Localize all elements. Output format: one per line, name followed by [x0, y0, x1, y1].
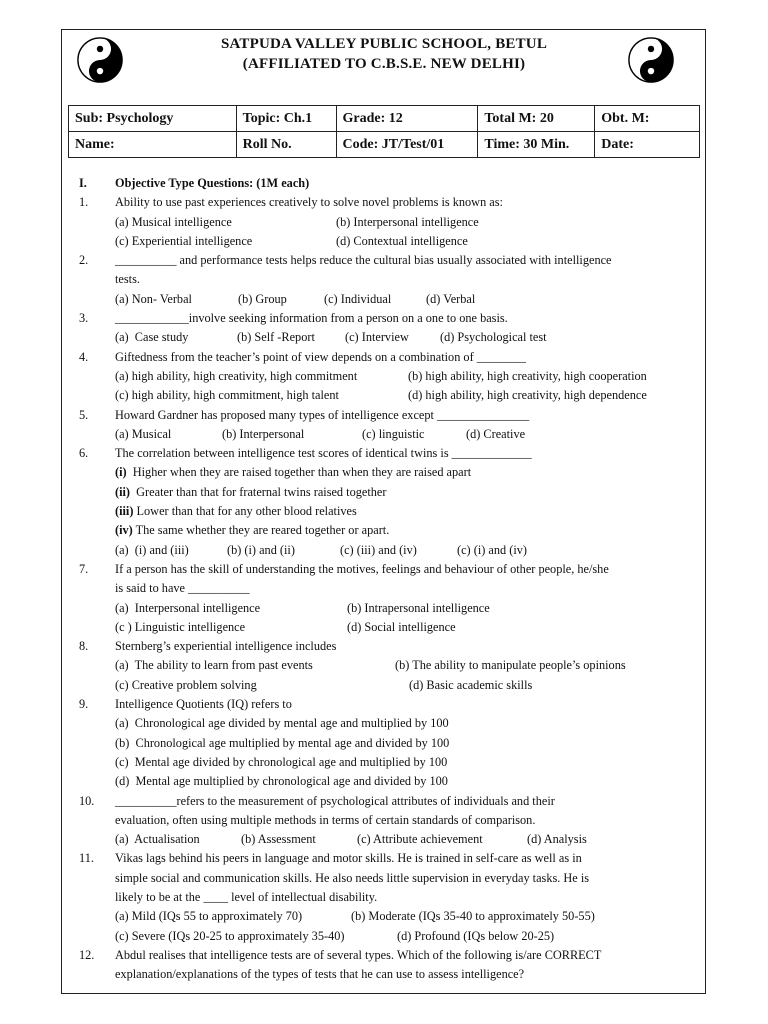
- option-d: (d) Analysis: [527, 832, 587, 847]
- option-d: (d) Contextual intelligence: [336, 233, 468, 248]
- option-a: (a) (i) and (iii): [115, 542, 189, 557]
- question-number: 3.: [79, 311, 89, 326]
- question-text: Giftedness from the teacher’s point of view depends on a combination of ________: [115, 349, 526, 364]
- option-a: (a) Musical intelligence: [115, 214, 232, 229]
- question-number: 6.: [79, 446, 89, 461]
- options-row: [79, 656, 691, 675]
- school-affiliation: (AFFILIATED TO C.B.S.E. NEW DELHI): [242, 56, 526, 72]
- yin-yang-logo-left: [77, 37, 123, 83]
- question-number: 11.: [79, 851, 94, 866]
- question-number: 7.: [79, 561, 89, 576]
- options-row: [79, 830, 691, 849]
- question-number: 1.: [79, 195, 89, 210]
- option-c: (c) Experiential intelligence: [115, 233, 253, 248]
- statement-label: (i): [115, 465, 127, 480]
- question-list: [79, 174, 691, 984]
- question-number: 9.: [79, 697, 89, 712]
- section-title: Objective Type Questions: (1M each): [115, 176, 310, 190]
- question-text-continued: simple social and communication skills. He also needs little supervision in everyday tasks. He is: [115, 870, 590, 885]
- options-row: [79, 232, 691, 251]
- option-a: (a) high ability, high creativity, high commitment: [115, 368, 358, 383]
- option-b: (b) Intrapersonal intelligence: [347, 600, 490, 615]
- option-d: (d) Basic academic skills: [409, 677, 533, 692]
- option-c: (c) Severe (IQs 20-25 to approximately 35-40): [115, 928, 345, 943]
- code-cell: Code: JT/Test/01: [336, 132, 478, 158]
- option-a: (a) Mild (IQs 55 to approximately 70): [115, 909, 303, 924]
- option-c: (c) linguistic: [362, 426, 425, 441]
- option-d: (d) Creative: [466, 426, 526, 441]
- statement-text: Greater than that for fraternal twins raised together: [130, 484, 387, 499]
- question-5: [79, 406, 691, 425]
- options-row: [79, 927, 691, 946]
- question-1: [79, 193, 691, 212]
- options-row: [79, 676, 691, 695]
- statement-text: Higher when they are raised together than when they are raised apart: [126, 465, 472, 480]
- option-c: (c) high ability, high commitment, high talent: [115, 388, 339, 403]
- question-number: 2.: [79, 253, 89, 268]
- option-a: (a) The ability to learn from past events: [115, 658, 313, 673]
- question-text: If a person has the skill of understanding the motives, feelings and behaviour of other people, he/she: [115, 561, 609, 576]
- option-a: (a) Interpersonal intelligence: [115, 600, 261, 615]
- options-row: [79, 618, 691, 637]
- question-text: Intelligence Quotients (IQ) refers to: [115, 697, 292, 712]
- question-text: __________ and performance tests helps reduce the cultural bias usually associated with intelligence: [115, 253, 612, 268]
- options-row: [79, 386, 691, 405]
- question-11: [79, 849, 691, 868]
- section-heading: [79, 174, 691, 193]
- options-row: [79, 290, 691, 309]
- obtained-marks-cell: Obt. M:: [595, 106, 700, 132]
- question-number: 4.: [79, 349, 89, 364]
- total-marks-cell: Total M: 20: [478, 106, 595, 132]
- option-c: (c) Interview: [345, 330, 409, 345]
- subject-cell: Sub: Psychology: [69, 106, 237, 132]
- question-2: [79, 251, 691, 270]
- question-text-continued: is said to have __________: [115, 581, 250, 596]
- header-row: [69, 132, 700, 158]
- question-number: 8.: [79, 639, 89, 654]
- option-c: (c) Attribute achievement: [357, 832, 483, 847]
- question-text-continued: explanation/explanations of the types of tests that he can use to assess intelligence?: [115, 967, 525, 982]
- option-d: (d) Psychological test: [440, 330, 547, 345]
- option-d: (d) high ability, high creativity, high dependence: [408, 388, 647, 403]
- grade-cell: Grade: 12: [336, 106, 478, 132]
- question-4: [79, 348, 691, 367]
- question-number: 10.: [79, 793, 95, 808]
- question-number: 12.: [79, 947, 95, 962]
- question-text: Abdul realises that intelligence tests are of several types. Which of the following is/are CORRECT: [115, 947, 602, 962]
- option-c: (c) Individual: [324, 291, 392, 306]
- options-row: [79, 599, 691, 618]
- header-table: [68, 105, 700, 158]
- question-text: ____________involve seeking information from a person on a one to one basis.: [115, 311, 508, 326]
- statement-label: (iii): [115, 504, 134, 519]
- question-9: [79, 695, 691, 714]
- option-c: (c) Creative problem solving: [115, 677, 257, 692]
- question-text: The correlation between intelligence test scores of identical twins is _____________: [115, 446, 532, 461]
- question-number: 5.: [79, 407, 89, 422]
- option-b: (b) Interpersonal intelligence: [336, 214, 479, 229]
- options-row: [79, 541, 691, 560]
- question-text-continued: tests.: [115, 272, 140, 287]
- option-d: (d) Verbal: [426, 291, 476, 306]
- statement-i: [79, 463, 691, 482]
- option-b: (b) Assessment: [241, 832, 316, 847]
- option-b: (b) high ability, high creativity, high cooperation: [408, 368, 647, 383]
- question-text: Howard Gardner has proposed many types of intelligence except _______________: [115, 407, 530, 422]
- statement-label: (ii): [115, 484, 131, 499]
- option-c: (c ) Linguistic intelligence: [115, 619, 246, 634]
- option-b: (b) Group: [238, 291, 287, 306]
- question-3: [79, 309, 691, 328]
- name-cell: Name:: [69, 132, 237, 158]
- option-a: (a) Case study: [115, 330, 189, 345]
- option-b: (b) (i) and (ii): [227, 542, 295, 557]
- statement-text: The same whether they are reared together or apart.: [132, 523, 390, 538]
- options-row: [79, 425, 691, 444]
- option-d: (d) Mental age multiplied by chronological age and divided by 100: [115, 774, 448, 789]
- option-b: (b) Interpersonal: [222, 426, 305, 441]
- question-8: [79, 637, 691, 656]
- question-6: [79, 444, 691, 463]
- option-d: (d) Profound (IQs below 20-25): [397, 928, 555, 943]
- option-a: (a) Chronological age divided by mental age and multiplied by 100: [115, 716, 449, 731]
- option-d: (c) (i) and (iv): [457, 542, 527, 557]
- statement-text: Lower than that for any other blood relatives: [133, 504, 357, 519]
- yin-yang-logo-right: [628, 37, 674, 83]
- section-number: I.: [79, 176, 87, 190]
- question-text: Vikas lags behind his peers in language and motor skills. He is trained in self-care as well as in: [115, 851, 582, 866]
- option-b: (b) Chronological age multiplied by mental age and divided by 100: [115, 735, 450, 750]
- question-12: [79, 946, 691, 965]
- option-d: (d) Social intelligence: [347, 619, 456, 634]
- option-a: (a) Musical: [115, 426, 172, 441]
- option-c: (c) Mental age divided by chronological age and multiplied by 100: [115, 754, 448, 769]
- school-name: SATPUDA VALLEY PUBLIC SCHOOL, BETUL: [220, 36, 548, 52]
- option-a: (a) Actualisation: [115, 832, 200, 847]
- options-row: [79, 907, 691, 926]
- header-row: [69, 106, 700, 132]
- question-text: Ability to use past experiences creatively to solve novel problems is known as:: [115, 195, 503, 210]
- statement-ii: [79, 483, 691, 502]
- question-text: __________refers to the measurement of psychological attributes of individuals and their: [115, 793, 555, 808]
- statement-iv: [79, 521, 691, 540]
- time-cell: Time: 30 Min.: [478, 132, 595, 158]
- option-b: (b) Self -Report: [237, 330, 315, 345]
- topic-cell: Topic: Ch.1: [236, 106, 336, 132]
- roll-no-cell: Roll No.: [236, 132, 336, 158]
- question-7: [79, 560, 691, 579]
- question-text-continued: likely to be at the ____ level of intellectual disability.: [115, 889, 378, 904]
- option-b: (b) The ability to manipulate people’s opinions: [395, 658, 626, 673]
- question-10: [79, 792, 691, 811]
- question-text: Sternberg’s experiential intelligence includes: [115, 639, 337, 654]
- statement-label: (iv): [115, 523, 133, 538]
- date-cell: Date:: [595, 132, 700, 158]
- options-row: [79, 367, 691, 386]
- option-a: (a) Non- Verbal: [115, 291, 192, 306]
- option-c: (c) (iii) and (iv): [340, 542, 417, 557]
- statement-iii: [79, 502, 691, 521]
- question-text-continued: evaluation, often using multiple methods in terms of certain standards of comparison.: [115, 812, 536, 827]
- option-b: (b) Moderate (IQs 35-40 to approximately 50-55): [351, 909, 595, 924]
- options-row: [79, 328, 691, 347]
- options-row: [79, 213, 691, 232]
